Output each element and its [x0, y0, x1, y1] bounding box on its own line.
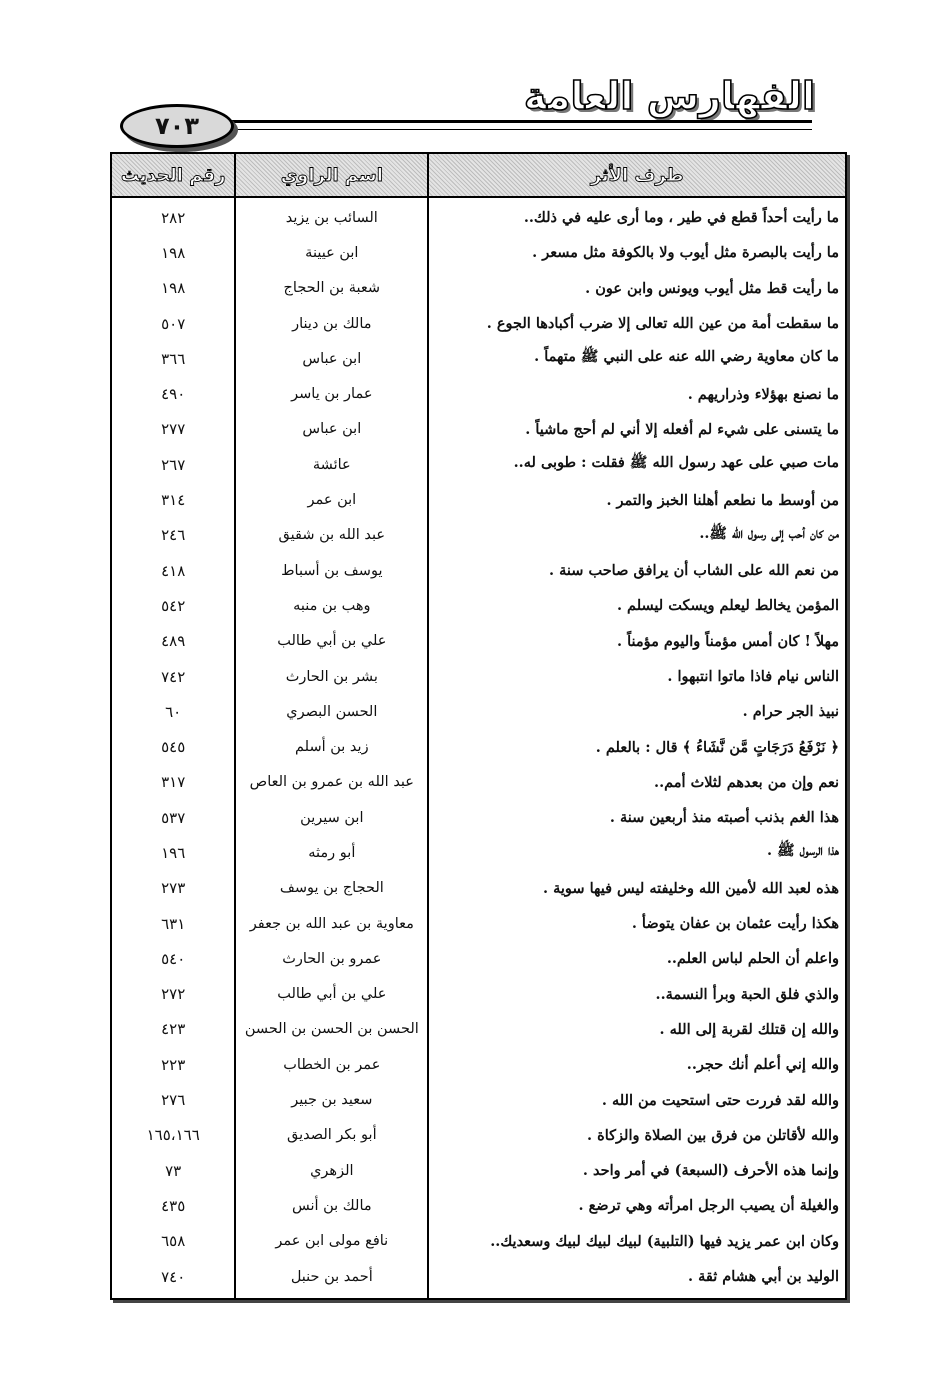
- table-cell-text: واعلم أن الحلم لباس العلم..: [666, 950, 839, 968]
- table-cell-narrator: وهب بن منبه: [293, 597, 371, 614]
- table-cell-text: وكان ابن عمر يزيد فيها (التلبية) لبيك لبيك لبيك وسعديك..: [490, 1232, 839, 1250]
- table-cell-text: ما رأيت بالبصرة مثل أيوب ولا بالكوفة مثل مسعر .: [532, 244, 839, 262]
- table-cell-number: ٢٧٢: [161, 985, 186, 1004]
- table-cell-number: ٤٢٣: [161, 1020, 186, 1039]
- table-cell-number: ٢٦٧: [161, 455, 186, 474]
- table-cell-narrator: معاوية بن عبد الله بن جعفر: [249, 915, 414, 932]
- table-cell-number: ٦٣١: [161, 914, 186, 933]
- table-cell-text: هذا الرسول ﷺ .: [766, 842, 839, 860]
- table-cell-number: ٢٨٢: [161, 208, 186, 227]
- table-cell-narrator: ابن عيينة: [305, 244, 359, 261]
- table-cell-narrator: علي بن أبي طالب: [277, 633, 387, 650]
- table-cell-narrator: شعبة بن الحجاج: [283, 280, 381, 297]
- table-cell-text: والذي فلق الحبة وبرأ النسمة..: [655, 985, 839, 1003]
- table-cell-narrator: بشر بن الحارث: [285, 668, 378, 685]
- table-cell-text: من كان أحب إلى رسول الله ﷺ..: [699, 524, 839, 542]
- table-cell-text: مهلاً ! كان أمس مؤمناً واليوم مؤمناً .: [616, 632, 839, 650]
- table-cell-narrator: عمر بن الخطاب: [283, 1056, 381, 1073]
- table-cell-text: من نعم الله على الشاب أن يرافق صاحب سنة .: [549, 562, 839, 580]
- table-cell-number: ٧٤٠: [161, 1267, 186, 1286]
- table-cell-number: ٦٠: [165, 702, 182, 721]
- table-cell-narrator: نافع مولى ابن عمر: [275, 1233, 389, 1250]
- header-divider: [180, 120, 812, 130]
- table-cell-number: ٢٢٣: [161, 1055, 186, 1074]
- table-cell-text: والله إن قتلك لقربة إلى الله .: [659, 1020, 839, 1038]
- table-cell-narrator: السائب بن يزيد: [285, 209, 378, 226]
- table-cell-number: ١٩٦: [161, 843, 186, 862]
- narrator-column: [234, 198, 427, 1298]
- table-cell-narrator: يوسف بن أسباط: [281, 562, 383, 579]
- table-cell-text: الناس نيام فاذا ماتوا انتبهوا .: [667, 668, 839, 685]
- table-cell-number: ٢٧٣: [161, 879, 186, 898]
- column-header-text: طرف الأثر: [427, 154, 845, 196]
- table-cell-narrator: ابن عمر: [307, 492, 357, 509]
- table-cell-narrator: الحجاج بن يوسف: [279, 880, 384, 897]
- table-cell-number: ١٩٨: [161, 279, 186, 298]
- table-cell-number: ٣١٤: [161, 491, 186, 510]
- table-cell-narrator: عمرو بن الحارث: [282, 950, 382, 967]
- table-cell-number: ٧٤٢: [161, 667, 186, 686]
- table-cell-narrator: الحسن بن الحسن بن الحسن: [244, 1021, 419, 1038]
- table-cell-narrator: أحمد بن حنبل: [290, 1268, 373, 1285]
- table-cell-text: وإنما هذه الأحرف (السبعة) في أمر واحد .: [582, 1162, 839, 1180]
- number-column: [112, 198, 234, 1298]
- table-cell-number: ٥٤٥: [161, 738, 186, 757]
- table-cell-narrator: ابن عباس: [302, 421, 362, 438]
- table-cell-number: ٧٣: [165, 1161, 182, 1180]
- table-cell-text: ما رأيت قط مثل أيوب ويونس وابن عون .: [585, 279, 839, 297]
- table-cell-narrator: أبو رمثه: [308, 844, 356, 861]
- table-cell-narrator: الحسن البصري: [286, 703, 378, 720]
- table-cell-narrator: عبد الله بن شقيق: [278, 527, 386, 544]
- table-cell-text: نبيذ الجر حرام .: [742, 703, 839, 721]
- table-cell-text: الوليد بن أبي هشام ثقة .: [688, 1268, 839, 1286]
- table-cell-narrator: عائشة: [312, 456, 351, 473]
- table-cell-number: ٢٤٦: [161, 526, 186, 545]
- table-header: [112, 154, 845, 198]
- column-header-narrator: اسم الراوي: [234, 154, 427, 196]
- page-number-badge: ٧٠٣: [120, 104, 234, 148]
- table-body: [112, 198, 845, 1298]
- hadith-index-table: [110, 152, 847, 1300]
- table-cell-text: هكذا رأيت عثمان بن عفان يتوضأ .: [631, 915, 839, 933]
- table-cell-narrator: زيد بن أسلم: [295, 739, 369, 756]
- table-cell-text: والله لأقاتلن من فرق بين الصلاة والزكاة .: [587, 1126, 839, 1144]
- column-header-number: رقم الحديث: [112, 154, 234, 196]
- table-cell-narrator: الزهري: [310, 1162, 354, 1179]
- table-cell-text: ما يتسنى على شيء لم أفعله إلا أني لم أحج ماشياً .: [525, 420, 839, 438]
- table-cell-text: والله لقد فررت حتى استحيت من الله .: [601, 1091, 839, 1109]
- table-cell-narrator: عمار بن ياسر: [291, 386, 373, 403]
- table-cell-text: ما نصنع بهؤلاء وذراريهم .: [687, 385, 839, 403]
- table-cell-number: ١٩٨: [161, 243, 186, 262]
- table-cell-text: مات صبي على عهد رسول الله ﷺ فقلت : طوبى له..: [513, 454, 839, 472]
- table-cell-number: ٤١٨: [161, 561, 186, 580]
- table-cell-number: ٥٤٠: [161, 949, 186, 968]
- table-cell-narrator: عبد الله بن عمرو بن العاص: [249, 774, 414, 791]
- table-cell-text: ﴿ نَرْفَعُ دَرَجَاتٍ مَّن نَّشَاءُ ﴾ قال : بالعلم .: [595, 738, 839, 756]
- table-cell-number: ٥٤٢: [161, 596, 186, 615]
- table-cell-text: هذه لعبد الله لأمين الله وخليفته ليس فيها سوية .: [543, 879, 839, 897]
- table-cell-text: من أوسط ما نطعم أهلنا الخبز والتمر .: [606, 491, 839, 509]
- table-cell-number: ١٦٥،١٦٦: [146, 1126, 200, 1145]
- table-cell-narrator: ابن عباس: [302, 350, 362, 367]
- table-cell-number: ٤٨٩: [161, 632, 186, 651]
- table-cell-number: ٢٧٦: [161, 1091, 186, 1110]
- table-cell-number: ٥٠٧: [161, 314, 186, 333]
- table-cell-number: ٦٥٨: [161, 1232, 186, 1251]
- table-cell-text: والله إني أعلم أنك حجر..: [686, 1056, 839, 1074]
- table-cell-number: ٣١٧: [161, 773, 186, 792]
- table-cell-number: ٤٣٥: [161, 1196, 186, 1215]
- table-cell-text: المؤمن يخالط ليعلم ويسكت ليسلم .: [616, 597, 839, 615]
- table-cell-number: ٢٧٧: [161, 420, 186, 439]
- table-cell-narrator: أبو بكر الصديق: [287, 1127, 377, 1144]
- page-title: الفهارس العامة: [523, 74, 815, 118]
- table-cell-narrator: علي بن أبي طالب: [277, 986, 387, 1003]
- table-cell-narrator: مالك بن دينار: [292, 315, 372, 332]
- table-cell-text: نعم وإن من بعدهم لثلاث أمم..: [654, 773, 839, 791]
- table-cell-text: ما كان معاوية رضي الله عنه على النبي ﷺ متهماً .: [534, 348, 839, 366]
- table-cell-number: ٤٩٠: [161, 385, 186, 404]
- table-cell-narrator: ابن سيرين: [300, 809, 364, 826]
- table-cell-text: ما رأيت أحداً قطع في طير ، وما أرى عليه في ذلك..: [523, 209, 839, 227]
- table-cell-number: ٥٣٧: [161, 808, 186, 827]
- text-column: [427, 198, 845, 1298]
- table-cell-text: والغيلة أن يصيب الرجل امرأته وهي ترضع .: [578, 1197, 839, 1215]
- table-cell-number: ٣٦٦: [161, 349, 186, 368]
- table-cell-narrator: مالك بن أنس: [291, 1197, 372, 1214]
- table-cell-text: هذا الغم بذنب أصبته منذ أربعين سنة .: [609, 809, 839, 827]
- table-cell-text: ما سقطت أمة من عين الله تعالى إلا ضرب أكبادها الجوع .: [486, 315, 839, 333]
- table-cell-narrator: سعيد بن جبير: [291, 1092, 373, 1109]
